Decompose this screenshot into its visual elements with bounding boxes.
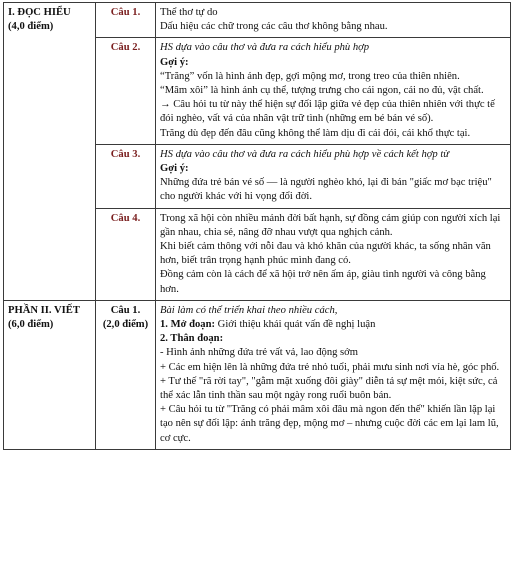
q1-line: Thể thơ tự do bbox=[160, 7, 218, 18]
q2-line: → Câu hỏi tu từ này thể hiện sự đối lập giữa vẻ đẹp của thiên nhiên với thực tế đói nghèo, vất vả của nhân vật trữ tình (những em bé bán vé số). bbox=[160, 99, 495, 125]
answer-key-table bbox=[3, 2, 511, 450]
q1-answer bbox=[156, 3, 511, 38]
q4-line: Trong xã hội còn nhiều mảnh đời bất hạnh, sự đồng cảm giúp con người xích lại gần nhau, chia sẻ, nâng đỡ nhau vượt qua nghịch cảnh. bbox=[160, 212, 501, 238]
q3-label: Câu 3. bbox=[96, 144, 156, 208]
q2-hint-label: Gợi ý: bbox=[160, 56, 189, 68]
s2-open-row bbox=[160, 318, 506, 332]
s2-q1-intro: Bài làm có thể triển khai theo nhiều cách, bbox=[160, 304, 338, 316]
s2-q1-points: (2,0 điểm) bbox=[102, 319, 149, 331]
table-row bbox=[4, 300, 511, 449]
q4-label: Câu 4. bbox=[96, 208, 156, 300]
q2-label: Câu 2. bbox=[96, 38, 156, 144]
q3-answer bbox=[156, 144, 511, 208]
section2-cell bbox=[4, 300, 96, 449]
s2-q1-answer bbox=[156, 300, 511, 449]
q4-answer bbox=[156, 208, 511, 300]
section1-points: (4,0 điểm) bbox=[8, 21, 54, 33]
q1-line: Dấu hiệu các chữ trong các câu thơ không bằng nhau. bbox=[160, 21, 388, 33]
s2-line: + Các em hiện lên là những đứa trẻ nhỏ tuổi, phải mưu sinh nơi vỉa hè, góc phố. bbox=[160, 361, 500, 373]
s2-body-label: 2. Thân đoạn: bbox=[160, 333, 224, 345]
section1-title: I. ĐỌC HIỂU bbox=[8, 7, 71, 18]
q3-hint-label: Gợi ý: bbox=[160, 163, 189, 175]
section2-points: (6,0 điểm) bbox=[8, 319, 54, 331]
section2-title: PHẦN II. VIẾT bbox=[8, 304, 80, 316]
s2-line: + Tư thế "rã rời tay", "gằm mặt xuống đôi giày" diễn tả sự mệt mỏi, kiệt sức, cả thể xác lẫn tinh thần sau một ngày rong ruổi buôn bán. bbox=[160, 375, 498, 402]
s2-open-label: 1. Mở đoạn: bbox=[160, 319, 216, 331]
q4-line: Khi biết cảm thông với nỗi đau và khó khăn của người khác, ta sống nhân văn hơn, biết trân trọng hạnh phúc mình đang có. bbox=[160, 241, 491, 267]
q2-line: “Trăng” vốn là hình ảnh đẹp, gợi mộng mơ, trong treo của thiên nhiên. bbox=[160, 70, 460, 82]
q4-line: Đồng cảm còn là cách để xã hội trở nên ấm áp, giàu tình người và công bằng hơn. bbox=[160, 269, 486, 295]
answer-key-sheet bbox=[3, 2, 510, 450]
s2-line: - Hình ảnh những đứa trẻ vất vả, lao động sớm bbox=[160, 347, 359, 359]
q2-intro: HS dựa vào câu thơ và đưa ra cách hiểu phù hợp bbox=[160, 42, 370, 54]
q3-line: Những đứa trẻ bán vé số — là người nghèo khó, lại đi bán "giấc mơ bạc triệu" cho người khác với hi vọng đổi đời. bbox=[160, 177, 492, 203]
table-row bbox=[4, 3, 511, 38]
q1-label: Câu 1. bbox=[96, 3, 156, 38]
s2-open-text: Giới thiệu khái quát vấn đề nghị luận bbox=[215, 319, 376, 331]
section1-cell bbox=[4, 3, 96, 301]
s2-line: + Câu hỏi tu từ "Trăng có phải mâm xôi đâu mà ngon đến thế" khiến lần lặp lại tạo nên sự đối lập: ánh trăng đẹp, mộng mơ – nhưng cuộc đời các em lại lam lũ, cơ cực. bbox=[160, 404, 499, 444]
q2-line: Trăng dù đẹp đến đâu cũng không thể làm dịu đi cái đói, cái khổ thực tại. bbox=[160, 127, 471, 139]
q2-answer bbox=[156, 38, 511, 144]
s2-q1-label: Câu 1. bbox=[110, 304, 141, 316]
q3-intro: HS dựa vào câu thơ và đưa ra cách hiểu phù hợp về cách kết hợp từ bbox=[160, 148, 450, 160]
q2-line: “Mâm xôi” là hình ảnh cụ thể, tượng trưng cho cái ngon, cái no đủ, vật chất. bbox=[160, 85, 484, 97]
s2-q1-label-cell bbox=[96, 300, 156, 449]
